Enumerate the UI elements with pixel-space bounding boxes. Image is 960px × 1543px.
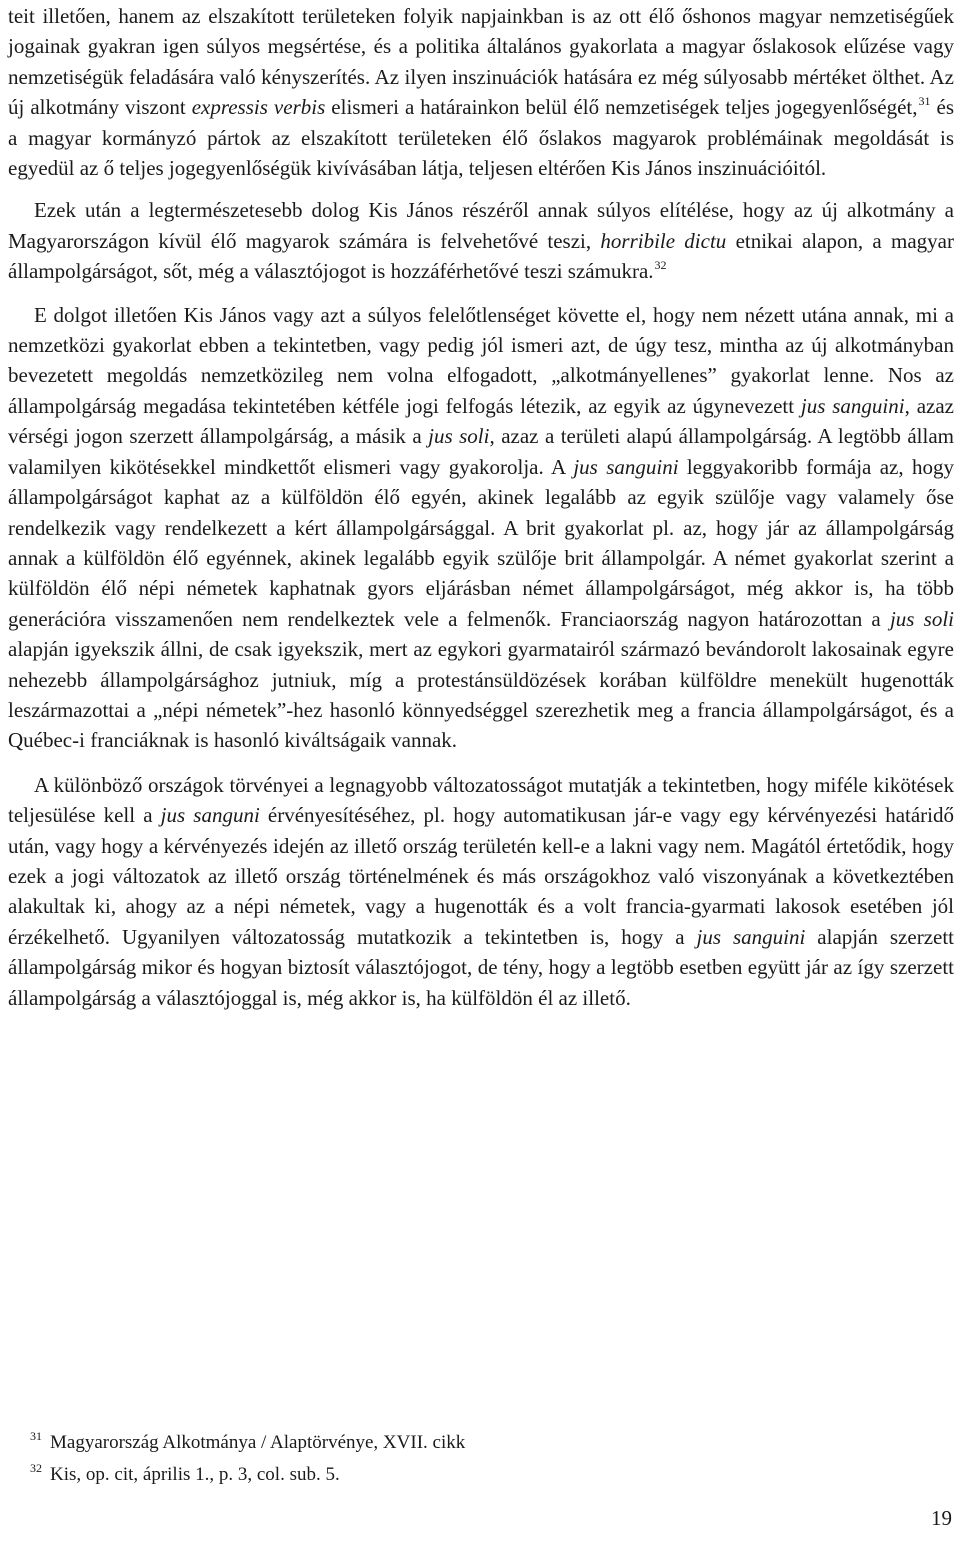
footnote: 31 Magyarország Alkotmánya / Alaptörvénye, XVII. cikk [30, 1429, 466, 1453]
italic-text: horribile dictu [600, 228, 727, 253]
italic-text: jus sanguini [696, 924, 806, 949]
text-run: alapján igyekszik állni, de csak igyekszik, mert az egykori gyarmatairól származó bevándorolt lakosainak egyre nehezebb állampolgársághoz jutniuk, míg a protestánsüldözések korában külföldre menekült hugenották leszármazottai a „népi németek”-hez hasonló könnyedséggel szerezhetik meg a francia állampolgárságot, és a Québec-i franciáknak is hasonló kiváltságaik vannak. [8, 637, 954, 753]
text-run: leggyakoribb formája az, hogy állampolgárságot kaphat az a külföldön élő egyén, akinek legalább az egyik szülője vagy valamely őse rendelkezik vagy rendelkezett a kért állampolgársággal. A brit gyakorlat pl. az, hogy jár az állampolgárság annak a külföldön élő egyénnek, akinek legalább egyik szülője brit állampolgár. A német gyakorlat szerint a külföldön élő népi németek kaphatnak gyors eljárásban német állampolgárságot, még akkor is, ha több generációra visszamenően nem rendelkeztek vele a felmenők. Franciaország nagyon határozottan a [8, 454, 954, 631]
text-run: etnikai alapon, a magyar állampolgárságot, sőt, még a választójogot is hozzáférhetővé teszi számukra. [8, 228, 954, 284]
italic-text: jus soli [889, 606, 954, 631]
text-run: E dolgot illetően Kis János vagy azt a súlyos felelőtlenséget követte el, hogy nem nézett utána annak, mi a nemzetközi gyakorlat ebben a tekintetben, vagy pedig jól ismeri azt, de úgy tesz, mintha az új alkotmányban bevezetett megoldás nemzetközileg nem volna elfogadott, „alkotmányellenes” gyakorlat lenne. Nos az állampolgárság megadása tekintetében kétféle jogi felfogás létezik, az egyik az úgynevezett [8, 302, 954, 418]
paragraph [8, 195, 954, 286]
paragraph [8, 770, 954, 1013]
text-run: teit illetően, hanem az elszakított területeken folyik napjainkban is az ott élő őshonos magyar nemzetiségűek jogainak gyakran igen súlyos megsértése, és a politika általános gyakorlata a magyar őslakosok elűzése vagy nemzetiségük feladására való kényszerítés. Az ilyen inszinuációk hatására ez még súlyosabb mértéket ölthet. Az új alkotmány viszont [8, 4, 954, 120]
text-run: elismeri a határainkon belül élő nemzetiségek teljes jogegyenlőségét, [325, 95, 918, 120]
page-number: 19 [931, 1506, 952, 1530]
text-run: , azaz a területi alapú állampolgárság. A legtöbb állam valamilyen kikötésekkel mindkettőt elismeri vagy gyakorolja. A [8, 424, 954, 479]
footnote-text: Kis, op. cit, április 1., p. 3, col. sub. 5. [50, 1464, 340, 1485]
text-run: és a magyar kormányzó pártok az elszakított területeken élő őslakos magyarok problémáinak megoldását is egyedül az ő teljes jogegyenlőségük kivívásában látja, teljesen eltérően Kis János inszinuációitól. [8, 95, 954, 181]
footnote: 32 Kis, op. cit, április 1., p. 3, col. sub. 5. [30, 1461, 340, 1485]
document-page [8, 0, 954, 1013]
italic-text: jus sanguini [573, 454, 679, 479]
italic-text: jus soli [428, 424, 490, 449]
text-run: alapján szerzett állampolgárság mikor és hogyan biztosít választójogot, de tény, hogy a legtöbb esetben együtt jár az így szerzett állampolgárság a választójoggal is, még akkor is, ha külföldön él az illető. [8, 924, 955, 1010]
text-run: , azaz vérségi jogon szerzett állampolgárság, a másik a [8, 393, 954, 449]
text-run: érvényesítéséhez, pl. hogy automatikusan jár-e vagy egy kérvényezési határidő után, vagy hogy a kérvényezés idején az illető ország területén kell-e a lakni vagy nem. Magától értetődik, hogy ezek a jogi változatok az illető ország történelmének és más országokhoz való viszonyának a következtében alakultak ki, ahogy az a népi németek, vagy a hugenották és a volt francia-gyarmati lakosok esetében jól érzékelhető. Ugyanilyen változatosság mutatkozik a tekintetben is, hogy a [8, 803, 955, 949]
italic-text: expressis verbis [191, 95, 326, 120]
text-run: A különböző országok törvényei a legnagyobb változatosságot mutatják a tekintetben, hogy miféle kikötések teljesülése kell a [8, 772, 954, 828]
body-text [8, 0, 954, 1013]
paragraph [8, 0, 954, 183]
footnotes [30, 1427, 910, 1491]
italic-text: jus sanguini [800, 393, 905, 418]
text-run: Ezek után a legtermészetesebb dolog Kis János részéről annak súlyos elítélése, hogy az új alkotmány a Magyarországon kívül élő magyarok számára is felvehetővé teszi, [8, 198, 954, 253]
paragraph [8, 300, 954, 756]
footnote-reference: 31 [918, 94, 931, 109]
footnote-text: Magyarország Alkotmánya / Alaptörvénye, XVII. cikk [50, 1432, 466, 1453]
italic-text: jus sanguni [160, 803, 260, 828]
footnote-reference: 32 [654, 258, 667, 273]
